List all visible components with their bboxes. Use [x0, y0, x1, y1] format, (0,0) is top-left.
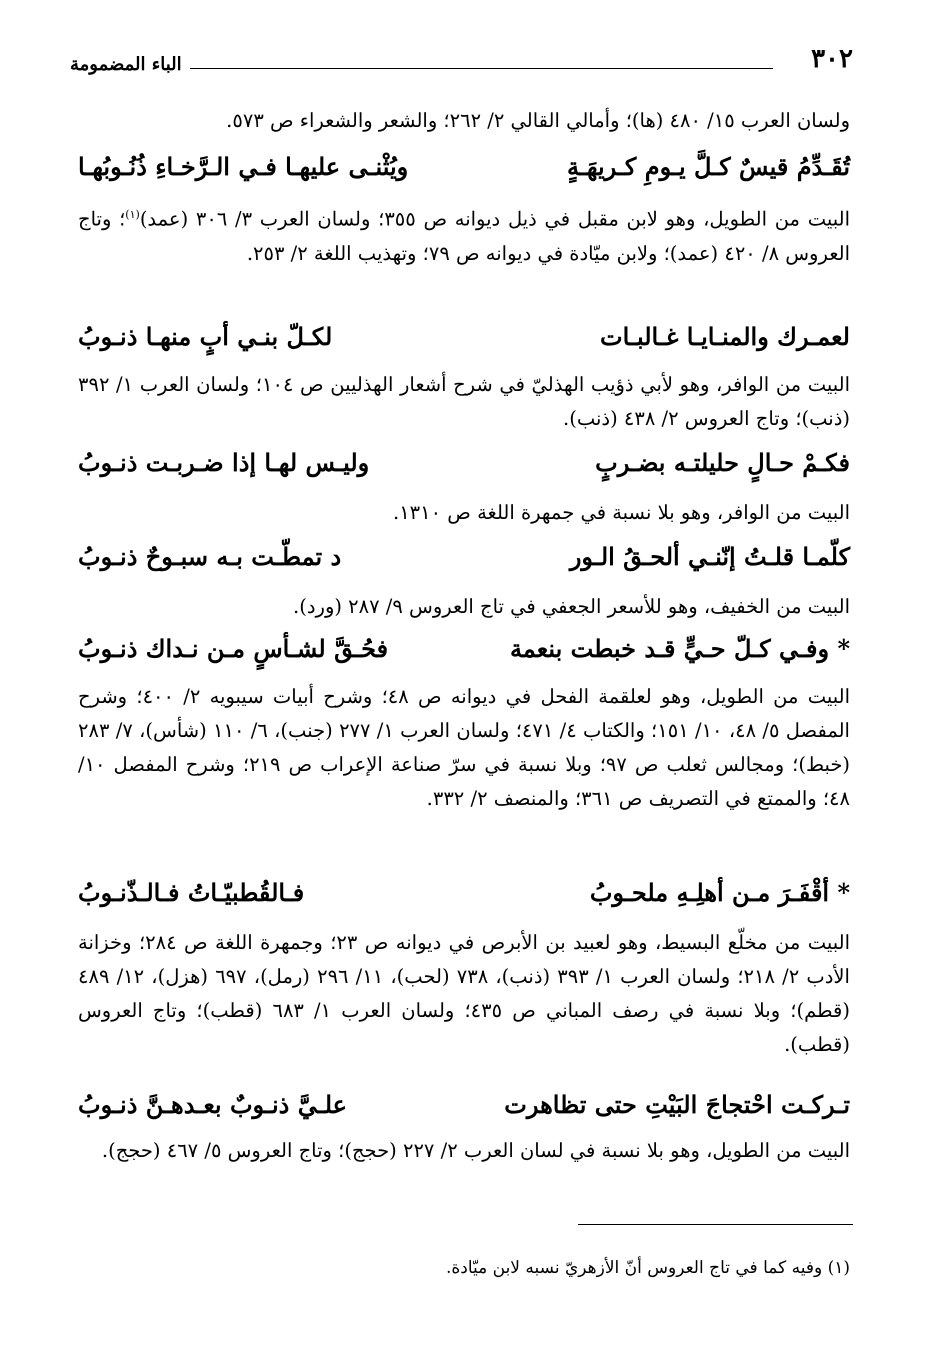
- verse-line: [78, 322, 850, 362]
- verse-second-hemistich: ويُثْنـى عليهـا فـي الـرَّخـاءِ ذُنُـوبُهـا: [78, 152, 409, 181]
- verse-first-hemistich: تُقَـدِّمُ قيسٌ كـلَّ يـومِ كـريهَـةٍ: [567, 152, 850, 181]
- footnote-marker: (١): [125, 208, 140, 221]
- verse-second-hemistich: د تمطّـت بـه سبـوحٌ ذنـوبُ: [78, 542, 342, 571]
- reference-text: البيت من الخفيف، وهو للأسعر الجعفي في تاج العروس ٩/ ٢٨٧ (ورد).: [293, 595, 850, 618]
- verse-line: [78, 542, 850, 582]
- verse-second-hemistich: وليـس لهـا إذا ضـربـت ذنـوبُ: [78, 448, 370, 477]
- header-rule: [190, 68, 773, 69]
- verse-first-hemistich: فكـمْ حـالٍ حليلتـه بضـربٍ: [595, 448, 850, 477]
- footnote: (١) وفيه كما في تاج العروس أنّ الأزهريّ نسبه لابن ميّادة.: [445, 1258, 850, 1278]
- verse-first-hemistich: كلّمـا قلـتُ إنّنـي ألحـقُ الـور: [569, 542, 850, 571]
- verse-first-hemistich: تـركـت احْتجاجَ البَيْتِ حتى تظاهرت: [504, 1090, 850, 1119]
- reference-text: [78, 198, 850, 271]
- reference-text: البيت من مخلّع البسيط، وهو لعبيد بن الأبرص في ديوانه ص ٢٣؛ وجمهرة اللغة ص ٢٨٤؛ وخزانة الأدب ٢/ ٢١٨؛ ولسان العرب ١/ ٣٩٣ (ذنب)، ٧٣٨ (لحب)، ١١/ ٢٩٦ (رمل)، ٦٩٧ (هزل)، ١٢/ ٤٨٩ (قطم)؛ وبلا نسبة في رصف المباني ص ٤٣٥؛ ولسان العرب ١/ ٦٨٣ (قطب)؛ وتاج العروس (قطب).: [78, 931, 851, 1056]
- page-number: ٣٠٢: [811, 44, 853, 74]
- verse-line: [78, 448, 850, 488]
- verse-line: [78, 152, 850, 192]
- verse-second-hemistich: لكـلّ بنـي أبٍ منهـا ذنـوبُ: [78, 322, 333, 351]
- reference-text-part: ؛ وتاج العروس ٨/ ٤٢٠ (عمد)؛ ولابن ميّادة في ديوانه ص ٧٩؛ وتهذيب اللغة ٢/ ٢٥٣.: [78, 207, 850, 265]
- running-title: الباء المضمومة: [70, 54, 182, 75]
- reference-text-part: البيت من الطويل، وهو لابن مقبل في ذيل ديوانه ص ٣٥٥؛ ولسان العرب ٣/ ٣٠٦ (عمد): [139, 207, 850, 231]
- verse-second-hemistich: فحُـقَّ لشـأسٍ مـن نـداك ذنـوبُ: [78, 634, 389, 663]
- reference-text: البيت من الطويل، وهو لعلقمة الفحل في ديوانه ص ٤٨؛ وشرح أبيات سيبويه ٢/ ٤٠٠؛ وشرح المفصل ٥/ ٤٨، ١٠/ ١٥١؛ والكتاب ٤/ ٤٧١؛ ولسان العرب ١/ ٢٧٧ (جنب)، ٦/ ١١٠ (شأس)، ٧/ ٢٨٣ (خبط)؛ ومجالس ثعلب ص ٩٧؛ وبلا نسبة في سرّ صناعة الإعراب ص ٢١٩؛ وشرح المفصل ١٠/ ٤٨؛ والممتع في التصريف ص ٣٦١؛ والمنصف ٢/ ٣٣٢.: [78, 685, 851, 810]
- page-header: [70, 44, 853, 84]
- verse-first-hemistich: لعمـرك والمنـايـا غـالبـات: [600, 322, 850, 351]
- reference-text: البيت من الوافر، وهو بلا نسبة في جمهرة اللغة ص ١٣١٠.: [393, 501, 850, 524]
- verse-first-hemistich: * أقْفَـرَ مـن أهلِـهِ ملحـوبُ: [589, 878, 850, 907]
- reference-text: البيت من الطويل، وهو بلا نسبة في لسان العرب ٢/ ٢٢٧ (حجج)؛ وتاج العروس ٥/ ٤٦٧ (حجج).: [101, 1139, 850, 1162]
- verse-first-hemistich: * وفـي كـلّ حـيٍّ قـد خبطت بنعمة: [510, 634, 850, 663]
- reference-text: ولسان العرب ١٥/ ٤٨٠ (ها)؛ وأمالي القالي ٢/ ٢٦٢؛ والشعر والشعراء ص ٥٧٣.: [226, 109, 850, 132]
- verse-second-hemistich: فـالقُطبيّـاتُ فـالـذّنـوبُ: [78, 878, 305, 907]
- reference-text: البيت من الوافر، وهو لأبي ذؤيب الهذليّ في شرح أشعار الهذليين ص ١٠٤؛ ولسان العرب ١/ ٣٩٢ (ذنب)؛ وتاج العروس ٢/ ٤٣٨ (ذنب).: [78, 373, 850, 430]
- footnote-rule: [578, 1224, 853, 1225]
- verse-line: [78, 634, 850, 674]
- verse-line: [78, 878, 850, 918]
- verse-second-hemistich: علـيَّ ذنـوبٌ بعـدهـنَّ ذنـوبُ: [78, 1090, 347, 1119]
- verse-line: [78, 1090, 850, 1130]
